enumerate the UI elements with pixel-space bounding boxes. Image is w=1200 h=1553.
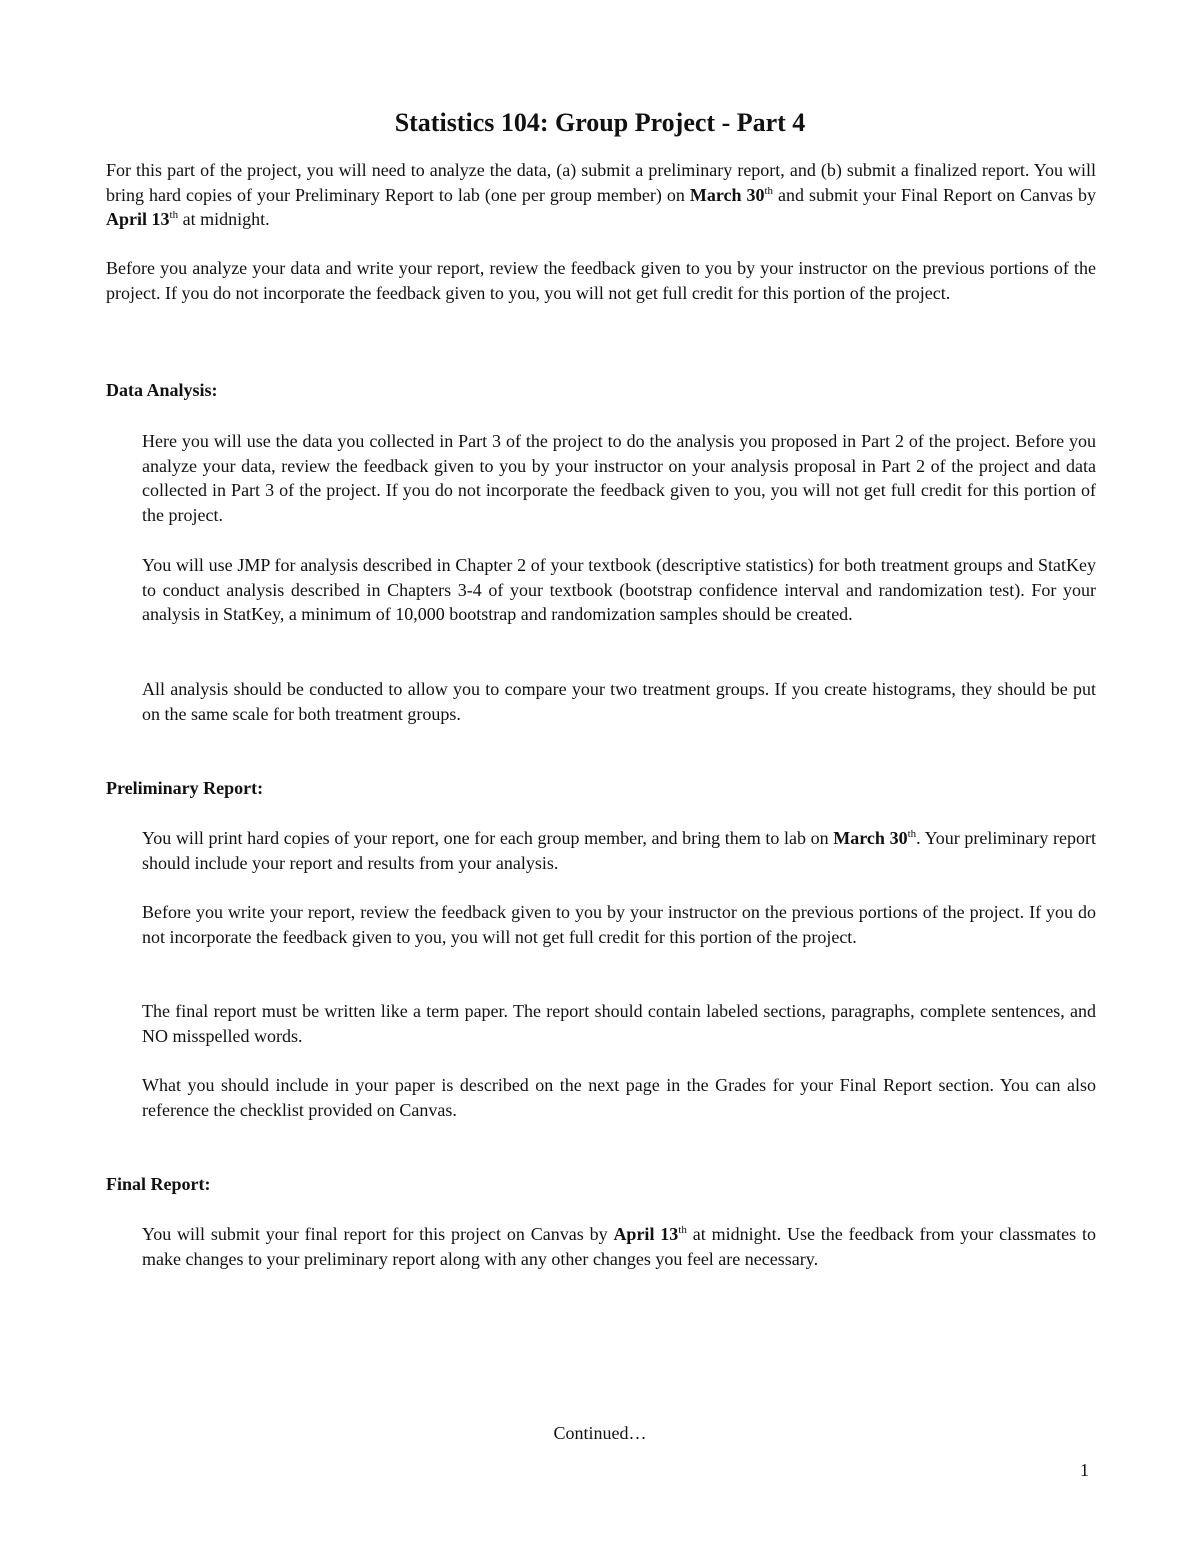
- preliminary-report-paragraph-1: [142, 826, 1096, 875]
- preliminary-report-paragraph-2: Before you write your report, review the feedback given to you by your instructor on the previous portions of the project. If you do not incorporate the feedback given to you, you will not get full credit for this portion of the project.: [142, 902, 1096, 947]
- intro-text-2: and submit your Final Report on Canvas by: [773, 184, 1097, 205]
- date-april: April 13: [106, 209, 170, 230]
- page-number: 1: [1080, 1460, 1089, 1480]
- prelim-date-sup: th: [907, 828, 917, 840]
- final-report-paragraph-1: [142, 1222, 1096, 1271]
- prelim-text-2: . Your preliminary report should include your report and results from your analysis.: [142, 828, 1097, 873]
- prelim-date: March 30: [833, 828, 908, 848]
- intro-text-1: For this part of the project, you will need to analyze the data, (a) submit a preliminary report, and (b) submit a finalized report. You will bring hard copies of your Preliminary Report to lab (one per group member) on: [106, 160, 1096, 205]
- intro-paragraph-1: [106, 158, 1096, 232]
- preliminary-report-paragraph-4: What you should include in your paper is described on the next page in the Grades for your Final Report section. You can also reference the checklist provided on Canvas.: [142, 1075, 1096, 1120]
- prelim-text-1: You will print hard copies of your report, one for each group member, and bring them to lab on: [142, 828, 834, 848]
- continued-label: Continued…: [553, 1423, 647, 1443]
- intro-text-3: at midnight.: [178, 209, 270, 230]
- final-text-2: at midnight. Use the feedback from your classmates to make changes to your preliminary report along with any other changes you feel are necessary.: [142, 1224, 1096, 1269]
- final-date: April 13: [613, 1224, 679, 1244]
- date-march-sup: th: [764, 184, 774, 197]
- preliminary-report-paragraph-3: The final report must be written like a term paper. The report should contain labeled sections, paragraphs, complete sentences, and NO misspelled words.: [142, 1001, 1096, 1046]
- date-march: March 30: [689, 184, 765, 205]
- intro-paragraph-2: Before you analyze your data and write your report, review the feedback given to you by your instructor on the previous portions of the project. If you do not incorporate the feedback given to you, you will not get full credit for this portion of the project.: [106, 258, 1096, 303]
- date-april-sup: th: [169, 209, 179, 222]
- document-title: Statistics 104: Group Project - Part 4: [394, 108, 806, 137]
- data-analysis-paragraph-1: Here you will use the data you collected in Part 3 of the project to do the analysis you proposed in Part 2 of the project. Before you analyze your data, review the feedback given to you by your instructor on your analysis proposal in Part 2 of the project and data collected in Part 3 of the project. If you do not incorporate the feedback given to you, you will not get full credit for this portion of the project.: [142, 431, 1096, 525]
- final-report-heading: Final Report:: [106, 1174, 211, 1194]
- preliminary-report-heading: Preliminary Report:: [106, 778, 264, 798]
- final-text-1: You will submit your final report for this project on Canvas by: [142, 1224, 614, 1244]
- final-date-sup: th: [678, 1224, 687, 1236]
- data-analysis-heading: Data Analysis:: [106, 380, 218, 400]
- data-analysis-paragraph-2: You will use JMP for analysis described in Chapter 2 of your textbook (descriptive statistics) for both treatment groups and StatKey to conduct analysis described in Chapters 3-4 of your textbook (bootstrap confidence interval and randomization test). For your analysis in StatKey, a minimum of 10,000 bootstrap and randomization samples should be created.: [142, 555, 1096, 625]
- data-analysis-paragraph-3: All analysis should be conducted to allow you to compare your two treatment groups. If you create histograms, they should be put on the same scale for both treatment groups.: [142, 679, 1096, 724]
